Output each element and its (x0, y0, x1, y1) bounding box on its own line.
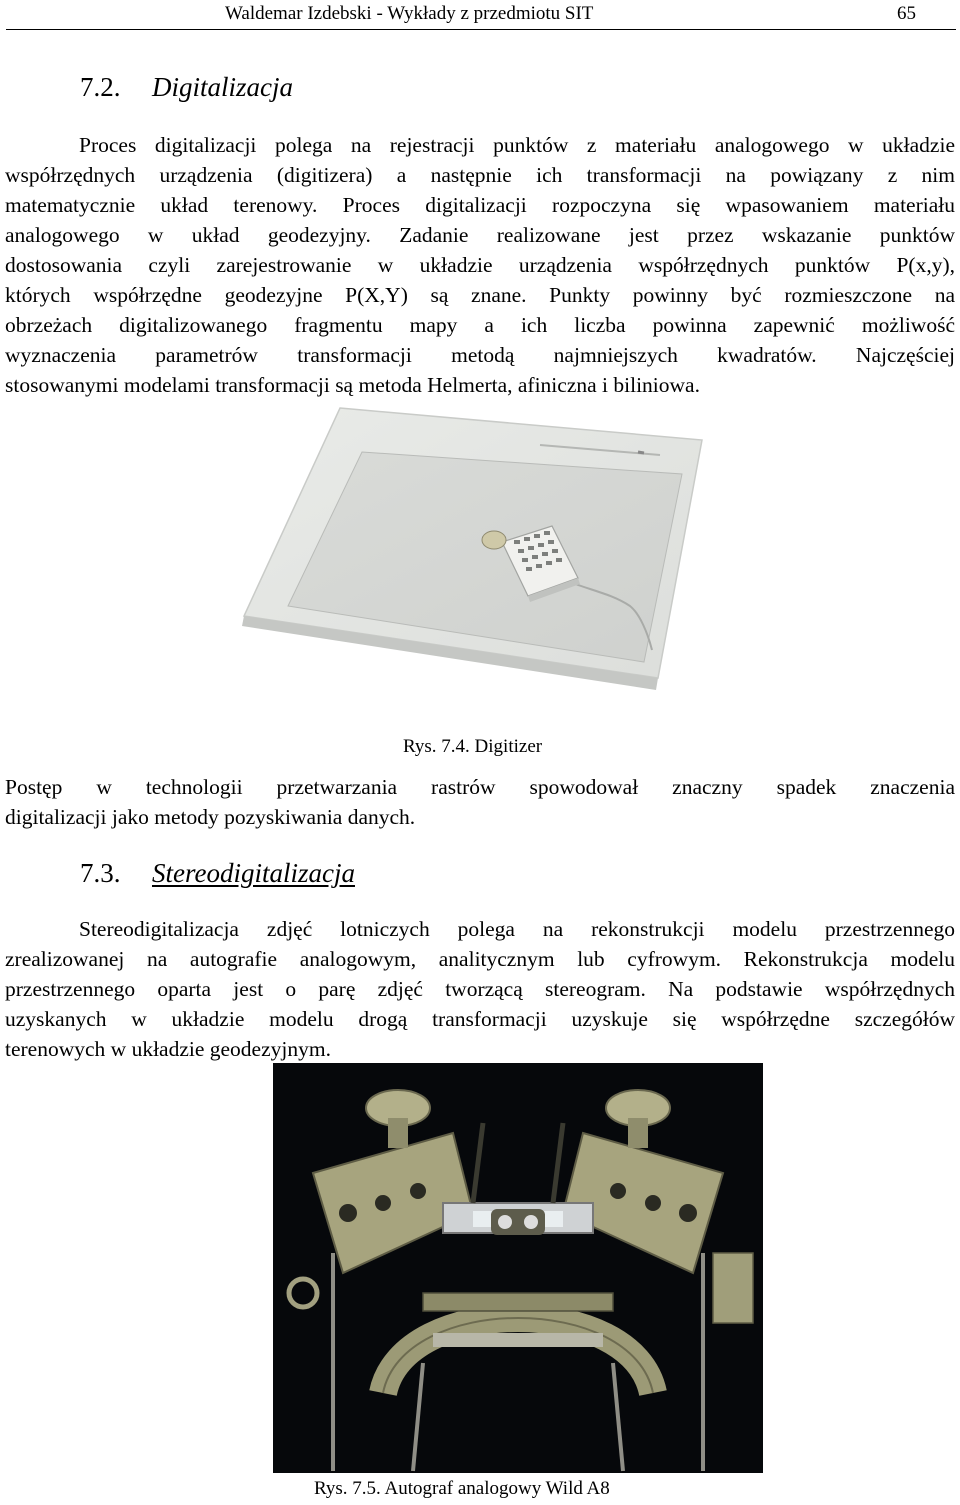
paragraph-line: digitalizacji jako metody pozyskiwania danych. (5, 805, 416, 829)
paragraph-stereodigitalizacja (5, 914, 955, 1064)
autograph-wild-a8-image (273, 1063, 763, 1473)
paragraph-line: przestrzennego oparta jest o parę zdjęć tworzącą stereogram. Na podstawie współrzędnych (5, 977, 955, 1001)
paragraph-line: matematycznie układ terenowy. Proces digitalizacji rozpoczyna się wpasowaniem materiału (5, 193, 955, 217)
header-title: Waldemar Izdebski - Wykłady z przedmiotu SIT (225, 3, 594, 24)
paragraph-line: Postęp w technologii przetwarzania rastrów spowodował znaczny spadek znaczenia (5, 775, 955, 799)
paragraph-line: dostosowania czyli zarejestrowanie w układzie urządzenia współrzędnych punktów P(x,y), (5, 253, 955, 277)
section-title: Digitalizacja (152, 72, 293, 102)
paragraph-line: analogowego w układ geodezyjny. Zadanie realizowane jest przez wskazanie punktów (5, 223, 955, 247)
figure-caption-digitizer: Rys. 7.4. Digitizer (403, 736, 543, 757)
section-title: Stereodigitalizacja (152, 858, 355, 888)
paragraph-line: wyznaczenia parametrów transformacji metodą najmniejszych kwadratów. Najczęściej (5, 343, 955, 367)
paragraph-line: Stereodigitalizacja zdjęć lotniczych polega na rekonstrukcji modelu przestrzennego (79, 917, 955, 941)
paragraph-postep (5, 772, 955, 832)
paragraph-line: terenowych w układzie geodezyjnym. (5, 1037, 331, 1061)
section-number: 7.3. (80, 858, 121, 888)
paragraph-line: obrzeżach digitalizowanego fragmentu mapy a ich liczba powinna zapewnić możliwość (5, 313, 955, 337)
page-header (0, 0, 960, 28)
header-rule (6, 29, 956, 30)
paragraph-line: stosowanymi modelami transformacji są metoda Helmerta, afiniczna i biliniowa. (5, 373, 700, 397)
paragraph-line: Proces digitalizacji polega na rejestracji punktów z materiału analogowego w układzie (79, 133, 955, 157)
paragraph-line: zrealizowanej na autografie analogowym, analitycznym lub cyfrowym. Rekonstrukcja modelu (5, 947, 955, 971)
paragraph-line: uzyskanych w układzie modelu drogą transformacji uzyskuje się współrzędne szczegółów (5, 1007, 955, 1031)
page-number: 65 (897, 3, 916, 24)
paragraph-digitalizacja (5, 130, 955, 400)
section-heading-stereodigitalizacja (80, 858, 355, 889)
section-heading-digitalizacja (80, 72, 293, 103)
figure-caption-autograph: Rys. 7.5. Autograf analogowy Wild A8 (314, 1478, 610, 1499)
paragraph-line: których współrzędne geodezyjne P(X,Y) są znane. Punkty powinny być rozmieszczone na (5, 283, 955, 307)
digitizer-image (240, 400, 710, 720)
section-number: 7.2. (80, 72, 121, 102)
paragraph-line: współrzędnych urządzenia (digitizera) a następnie ich transformacji na powiązany z nim (5, 163, 955, 187)
